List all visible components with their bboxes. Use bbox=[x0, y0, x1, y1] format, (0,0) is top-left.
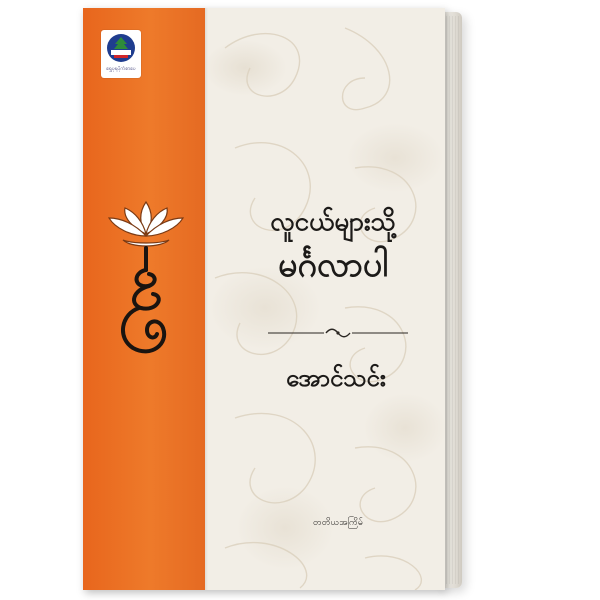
damask-pattern bbox=[205, 8, 445, 590]
author-name: အောင်သင်း bbox=[286, 364, 386, 392]
unalome-swirl-icon bbox=[123, 248, 164, 351]
title-line-1: လူငယ်များသို့ bbox=[270, 207, 396, 237]
logo-caption: ရွှေပုရပိုက်စာပေ bbox=[106, 66, 136, 72]
tree-emblem-icon bbox=[106, 33, 136, 65]
band-edge-shadow bbox=[205, 8, 208, 590]
lotus-flower-icon bbox=[109, 202, 183, 246]
lotus-unalome-emblem bbox=[103, 198, 189, 408]
ornamental-divider-icon bbox=[268, 326, 408, 340]
book-cover bbox=[83, 8, 445, 590]
damask-ornament bbox=[205, 8, 445, 590]
edition-imprint: တတိယအကြိမ် bbox=[313, 518, 363, 528]
title-line-2: မင်္ဂလာပါ bbox=[278, 245, 388, 285]
publisher-logo bbox=[101, 30, 141, 78]
